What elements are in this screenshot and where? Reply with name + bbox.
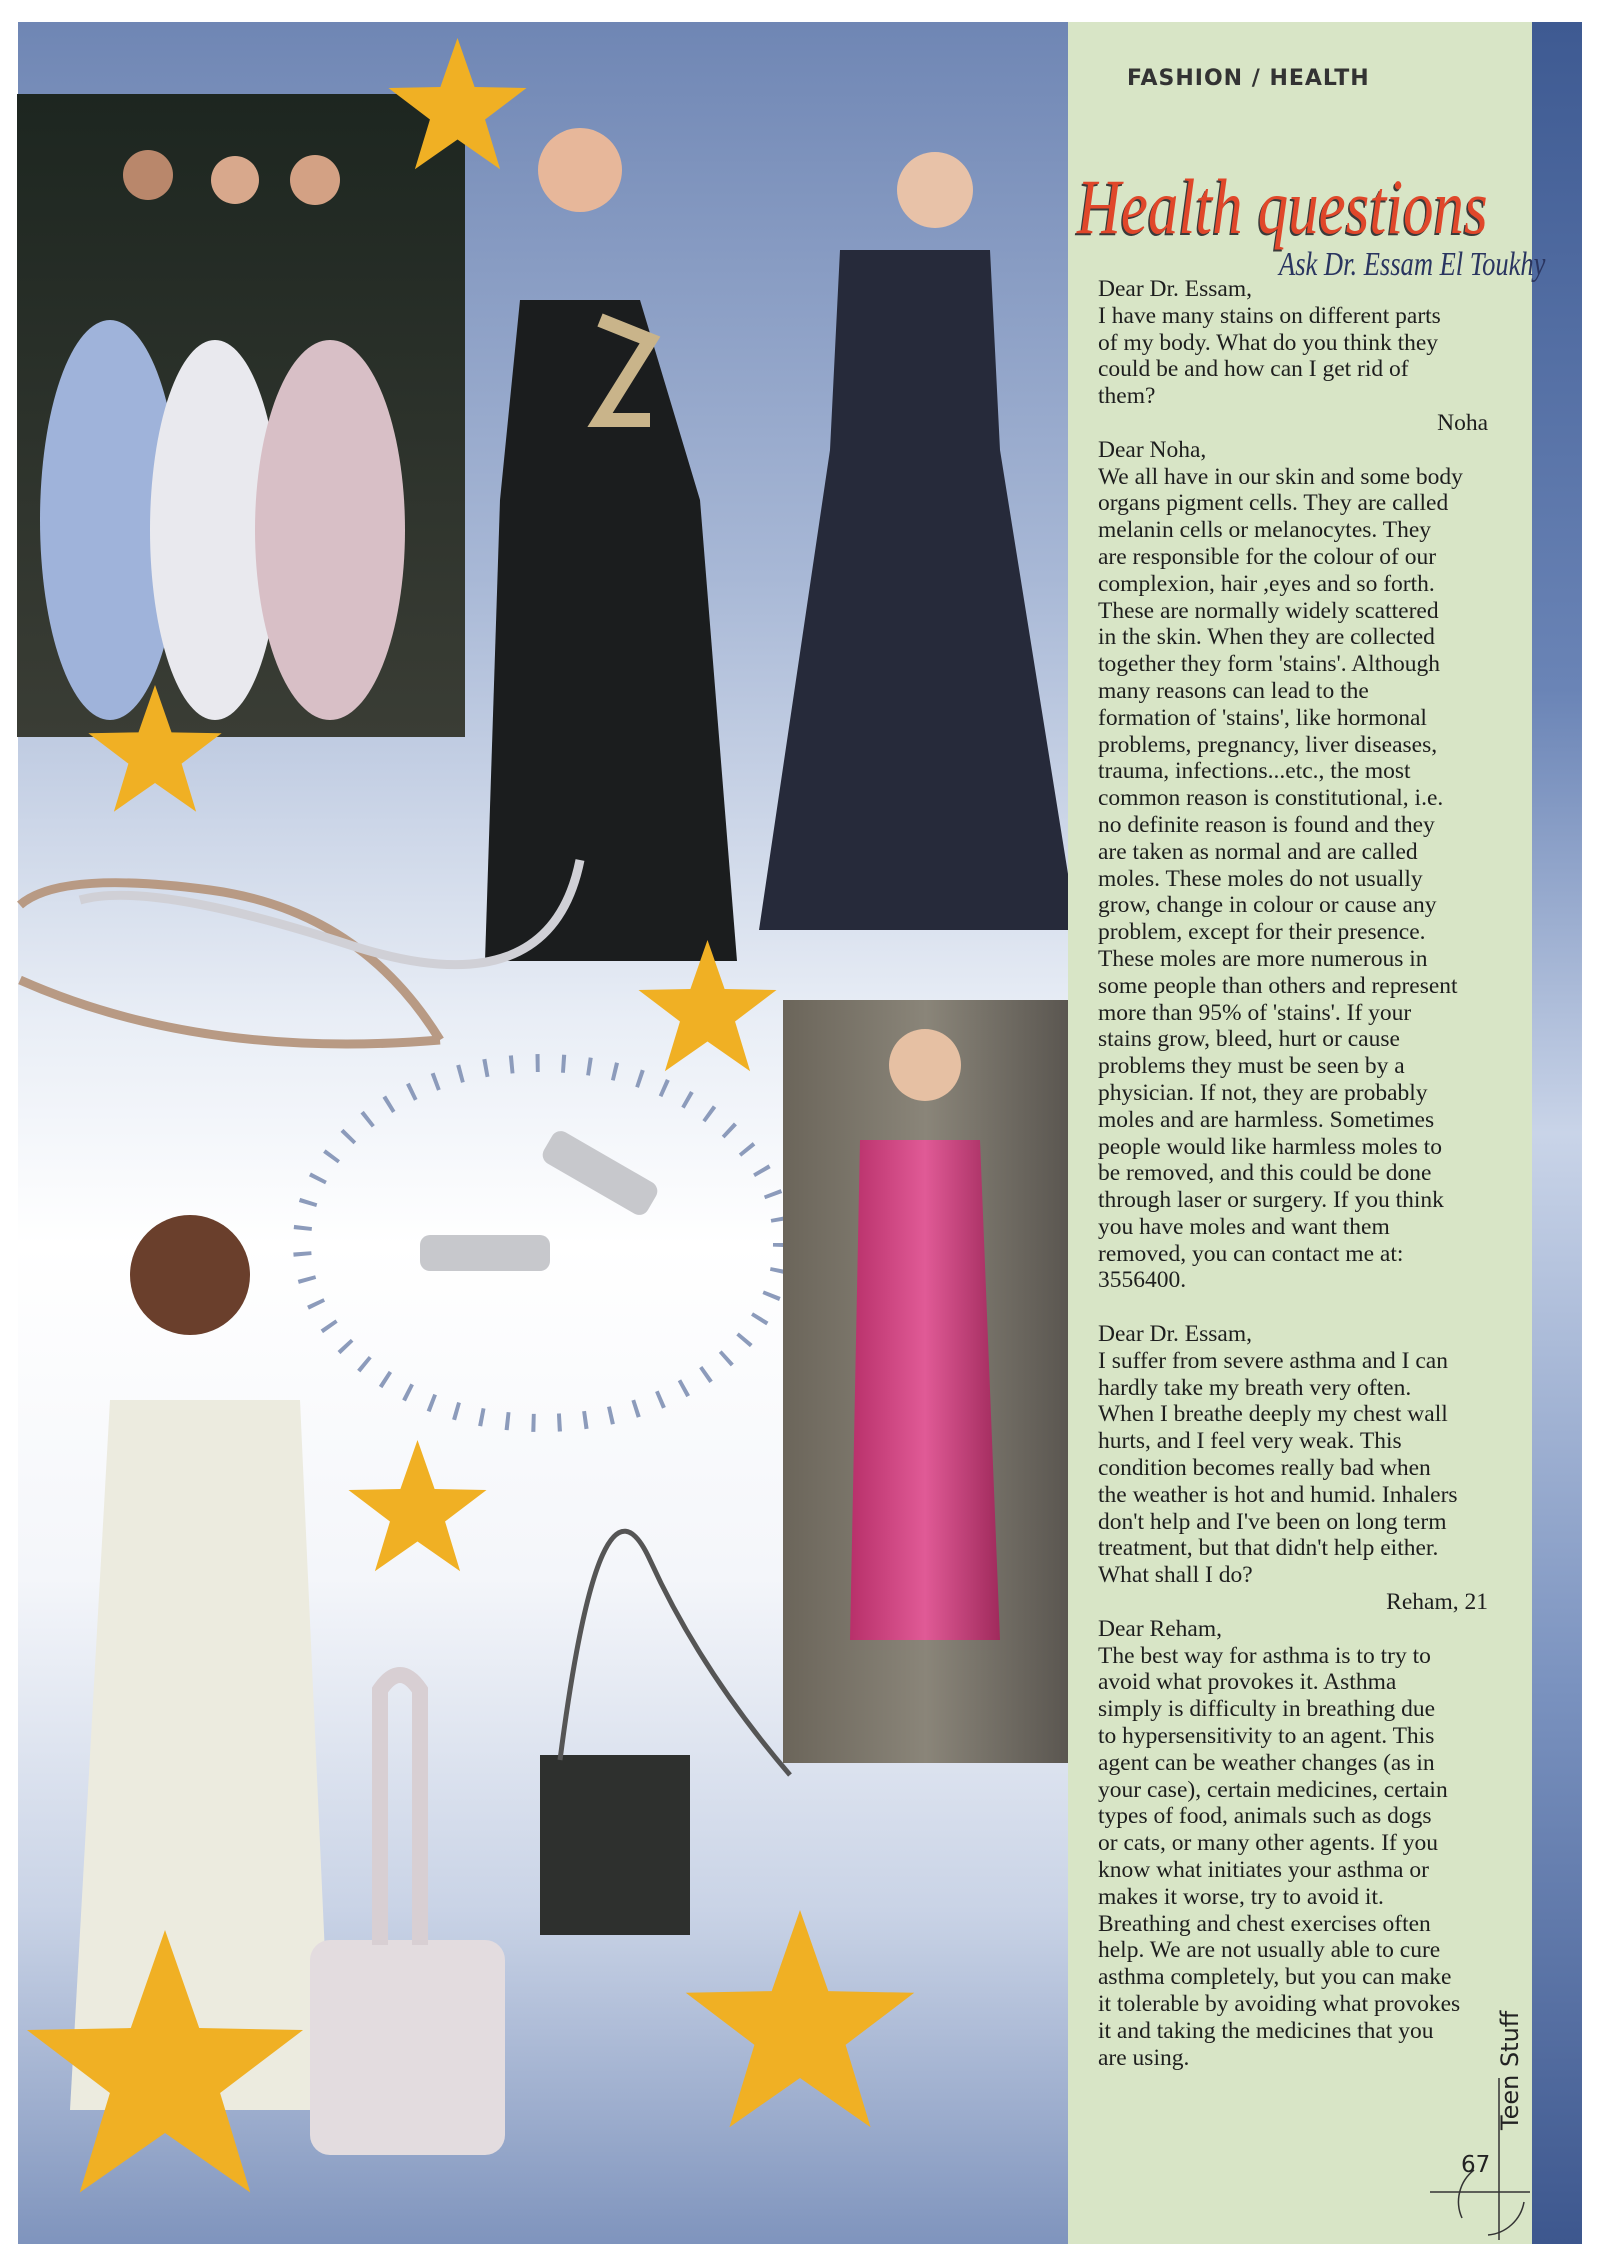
text-line: What shall I do? bbox=[1098, 1562, 1253, 1589]
text-line: it tolerable by avoiding what provokes bbox=[1098, 1991, 1461, 2017]
text-line: moles and are harmless. Sometimes bbox=[1098, 1106, 1435, 1133]
text-line: agent can be weather changes (as in bbox=[1098, 1749, 1435, 1776]
text-line: problems they must be seen by a bbox=[1098, 1053, 1405, 1080]
text-line: are responsible for the colour of our bbox=[1098, 543, 1437, 570]
text-line: avoid what provokes it. Asthma bbox=[1098, 1669, 1397, 1696]
text-line: These moles are more numerous in bbox=[1098, 945, 1428, 972]
text-line: makes it worse, try to avoid it. bbox=[1098, 1883, 1384, 1910]
text-line: some people than others and represent bbox=[1098, 972, 1458, 999]
text-line: 3556400. bbox=[1098, 1267, 1187, 1294]
section-label: FASHION / HEALTH bbox=[1127, 66, 1370, 91]
article-byline: Ask Dr. Essam El Toukhy bbox=[1279, 246, 1546, 283]
text-line: organs pigment cells. They are called bbox=[1098, 490, 1449, 517]
text-line: to hypersensitivity to an agent. This bbox=[1098, 1723, 1435, 1750]
text-line: people would like harmless moles to bbox=[1098, 1133, 1442, 1160]
text-line: complexion, hair ,eyes and so forth. bbox=[1098, 570, 1435, 597]
article-body bbox=[1098, 276, 1488, 2071]
text-line: know what initiates your asthma or bbox=[1098, 1857, 1429, 1884]
text-line: I have many stains on different parts bbox=[1098, 302, 1441, 329]
text-line: types of food, animals such as dogs bbox=[1098, 1803, 1432, 1830]
text-line: We all have in our skin and some body bbox=[1098, 463, 1463, 490]
text-line: physician. If not, they are probably bbox=[1098, 1079, 1428, 1106]
text-line: treatment, but that didn't help either. bbox=[1098, 1535, 1439, 1562]
pink-dress-photo bbox=[783, 1000, 1069, 1763]
text-line: through laser or surgery. If you think bbox=[1098, 1187, 1444, 1214]
text-line: moles. These moles do not usually bbox=[1098, 865, 1423, 892]
text-line: Dear Noha, bbox=[1098, 436, 1207, 463]
text-line: you have moles and want them bbox=[1098, 1213, 1390, 1240]
beaded-purse bbox=[540, 1755, 690, 1935]
text-line: be removed, and this could be done bbox=[1098, 1160, 1432, 1187]
article-title: Health questions bbox=[1077, 163, 1488, 250]
text-line: asthma completely, but you can make bbox=[1098, 1964, 1452, 1991]
text-line: help. We are not usually able to cure bbox=[1098, 1937, 1441, 1964]
star-decoration bbox=[348, 1440, 486, 1571]
text-line: removed, you can contact me at: bbox=[1098, 1240, 1404, 1267]
text-line: Dear Reham, bbox=[1098, 1615, 1222, 1642]
text-line: of my body. What do you think they bbox=[1098, 329, 1439, 356]
text-line: more than 95% of 'stains'. If your bbox=[1098, 999, 1412, 1026]
text-line: common reason is constitutional, i.e. bbox=[1098, 785, 1444, 812]
white-dress-model bbox=[70, 1215, 332, 2110]
text-line: melanin cells or melanocytes. They bbox=[1098, 517, 1432, 544]
text-line: many reasons can lead to the bbox=[1098, 677, 1369, 704]
star-decoration bbox=[686, 1910, 914, 2127]
text-line: the weather is hot and humid. Inhalers bbox=[1098, 1481, 1458, 1508]
sparkly-dress-model bbox=[759, 152, 1070, 930]
black-dress-model bbox=[485, 128, 737, 961]
text-line: condition becomes really bad when bbox=[1098, 1455, 1431, 1482]
text-line: The best way for asthma is to try to bbox=[1098, 1642, 1431, 1669]
letter-signature: Reham, 21 bbox=[1386, 1589, 1488, 1616]
text-line: simply is difficulty in breathing due bbox=[1098, 1696, 1436, 1723]
text-line: I suffer from severe asthma and I can bbox=[1098, 1347, 1448, 1374]
text-line: hurts, and I feel very weak. This bbox=[1098, 1428, 1402, 1455]
text-line: in the skin. When they are collected bbox=[1098, 624, 1435, 651]
hair-clips bbox=[420, 1127, 661, 1271]
text-line: Dear Dr. Essam, bbox=[1098, 1321, 1253, 1348]
text-line: stains grow, bleed, hurt or cause bbox=[1098, 1026, 1400, 1053]
text-line: problem, except for their presence. bbox=[1098, 919, 1426, 946]
text-line: These are normally widely scattered bbox=[1098, 597, 1439, 624]
text-line: together they form 'stains'. Although bbox=[1098, 651, 1440, 678]
text-line: or cats, or many other agents. If you bbox=[1098, 1830, 1438, 1857]
text-line: problems, pregnancy, liver diseases, bbox=[1098, 731, 1438, 758]
text-line: are taken as normal and are called bbox=[1098, 838, 1418, 865]
text-line: could be and how can I get rid of bbox=[1098, 356, 1409, 383]
page-number: 67 bbox=[1461, 2152, 1491, 2178]
paragraph-gap bbox=[1098, 1294, 1488, 1321]
text-line: are using. bbox=[1098, 2044, 1190, 2071]
text-line: trauma, infections...etc., the most bbox=[1098, 758, 1411, 785]
letter-signature: Noha bbox=[1437, 409, 1488, 436]
text-line: Dear Dr. Essam, bbox=[1098, 276, 1253, 302]
text-line: hardly take my breath very often. bbox=[1098, 1374, 1412, 1401]
text-line: no definite reason is found and they bbox=[1098, 811, 1435, 838]
text-line: formation of 'stains', like hormonal bbox=[1098, 704, 1427, 731]
box-bag bbox=[310, 1675, 505, 2155]
text-line: don't help and I've been on long term bbox=[1098, 1508, 1447, 1535]
text-line: your case), certain medicines, certain bbox=[1098, 1776, 1448, 1803]
text-line: it and taking the medicines that you bbox=[1098, 2017, 1434, 2044]
group-photo bbox=[17, 94, 465, 737]
text-line: Breathing and chest exercises often bbox=[1098, 1910, 1431, 1937]
text-line: grow, change in colour or cause any bbox=[1098, 892, 1437, 919]
text-line: them? bbox=[1098, 383, 1156, 410]
text-line: When I breathe deeply my chest wall bbox=[1098, 1401, 1448, 1428]
magazine-name: Teen Stuff bbox=[1496, 2010, 1524, 2130]
page-edge-strip bbox=[1532, 22, 1582, 2244]
